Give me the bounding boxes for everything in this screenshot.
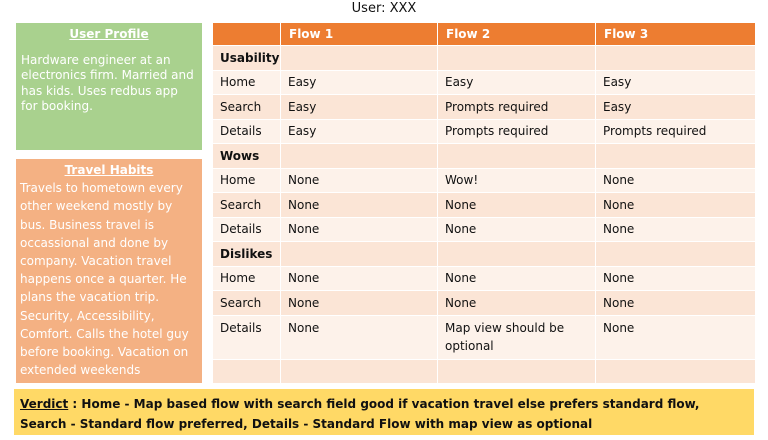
- table-cell: None: [596, 315, 756, 359]
- row-label: Details: [213, 119, 281, 144]
- user-profile-panel: [14, 21, 204, 152]
- column-header-flow-3: Flow 3: [596, 23, 756, 46]
- verdict-panel: [14, 389, 754, 435]
- section-label: Dislikes: [213, 242, 281, 267]
- table-cell: Map view should be optional: [438, 315, 596, 359]
- row-label: Search: [213, 95, 281, 120]
- table-cell: None: [596, 291, 756, 316]
- table-cell: None: [438, 193, 596, 218]
- row-label: Details: [213, 315, 281, 359]
- table-cell: None: [438, 266, 596, 291]
- column-header: [213, 23, 281, 46]
- table-cell: Prompts required: [438, 119, 596, 144]
- verdict-label: Verdict: [20, 397, 69, 411]
- row-label: Home: [213, 266, 281, 291]
- column-header-flow-2: Flow 2: [438, 23, 596, 46]
- table-cell: None: [596, 266, 756, 291]
- travel-habits-text: Travels to hometown every other weekend mostly by bus. Business travel is occassional and done by company. Vacation travel happens once a quarter. He plans the vacation trip. Security, Accessibility, Comfort. Calls the hotel guy before booking. Vacation on extended weekends: [20, 181, 189, 378]
- table-cell: None: [281, 193, 438, 218]
- table-cell: Prompts required: [438, 95, 596, 120]
- table-cell: None: [281, 315, 438, 359]
- table-header-row: [213, 23, 756, 46]
- travel-habits-panel: [14, 157, 204, 385]
- table-row: [213, 193, 756, 218]
- table-row: [213, 315, 756, 359]
- section-label: Wows: [213, 144, 281, 169]
- user-profile-text: Hardware engineer at an electronics firm. Married and has kids. Uses redbus app for booking.: [21, 52, 194, 113]
- table-cell: Easy: [281, 70, 438, 95]
- table-cell: Easy: [596, 70, 756, 95]
- row-label: Home: [213, 168, 281, 193]
- travel-habits-heading: Travel Habits: [64, 163, 154, 177]
- table-row-empty: [213, 359, 756, 384]
- table-cell: Easy: [596, 95, 756, 120]
- table-row: [213, 95, 756, 120]
- section-row-wows: [213, 144, 756, 169]
- row-label: Details: [213, 217, 281, 242]
- table-row: [213, 119, 756, 144]
- table-cell: Easy: [281, 119, 438, 144]
- row-label: Search: [213, 291, 281, 316]
- table-row: [213, 70, 756, 95]
- table-cell: None: [281, 291, 438, 316]
- table-row: [213, 168, 756, 193]
- table-cell: None: [281, 168, 438, 193]
- table-cell: None: [281, 266, 438, 291]
- row-label: Home: [213, 70, 281, 95]
- table-cell: None: [596, 168, 756, 193]
- section-label: Usability: [213, 46, 281, 71]
- table-row: [213, 266, 756, 291]
- row-label: Search: [213, 193, 281, 218]
- user-title: User: XXX: [351, 1, 417, 16]
- table-row: [213, 217, 756, 242]
- table-cell: None: [281, 217, 438, 242]
- table-cell: Easy: [281, 95, 438, 120]
- table-cell: None: [438, 291, 596, 316]
- section-row-dislikes: [213, 242, 756, 267]
- table-cell: Easy: [438, 70, 596, 95]
- table-row: [213, 291, 756, 316]
- table-cell: Wow!: [438, 168, 596, 193]
- table-cell: None: [596, 193, 756, 218]
- verdict-text: : Home - Map based flow with search field good if vacation travel else prefers standard flow, Search - Standard flow preferred, Details - Standard Flow with map view as optional: [20, 397, 700, 431]
- section-row-usability: [213, 46, 756, 71]
- table-cell: Prompts required: [596, 119, 756, 144]
- user-profile-heading: User Profile: [69, 27, 149, 41]
- flow-comparison-table: [212, 22, 756, 384]
- table-cell: None: [596, 217, 756, 242]
- column-header-flow-1: Flow 1: [281, 23, 438, 46]
- table-cell: None: [438, 217, 596, 242]
